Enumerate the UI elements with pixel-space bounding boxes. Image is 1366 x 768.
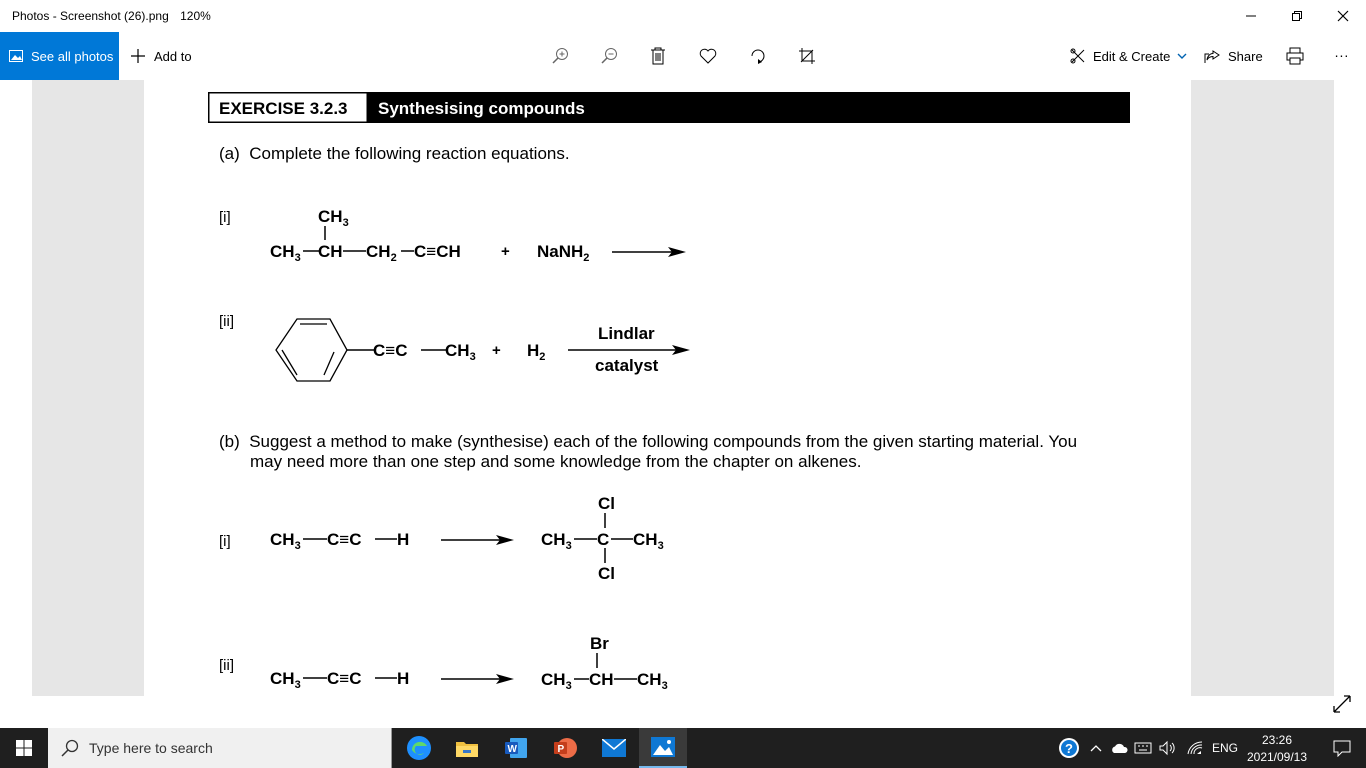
crop-icon bbox=[798, 47, 816, 65]
chevron-down-icon bbox=[1177, 52, 1187, 60]
minimize-icon bbox=[1245, 10, 1257, 22]
edge-app[interactable] bbox=[395, 728, 443, 768]
methyl-group: $CH_3$ bbox=[445, 341, 476, 363]
clock-date: 2021/09/13 bbox=[1246, 749, 1308, 764]
edge-icon bbox=[406, 735, 432, 761]
svg-text:?: ? bbox=[1065, 741, 1073, 756]
more-button[interactable] bbox=[1330, 44, 1354, 68]
see-all-photos-button[interactable] bbox=[0, 32, 119, 80]
part-a-instruction: (a) Complete the following reaction equations. bbox=[219, 144, 570, 163]
propyne-h-2: H bbox=[397, 669, 410, 688]
exercise-title: Synthesising compounds bbox=[378, 99, 585, 118]
edit-create-label: Edit & Create bbox=[1093, 48, 1171, 64]
ch-middle: CH bbox=[318, 242, 343, 261]
svg-text:P: P bbox=[557, 744, 565, 755]
minimize-button[interactable] bbox=[1228, 0, 1274, 32]
help-icon[interactable] bbox=[1058, 737, 1080, 759]
cl-bottom: Cl bbox=[598, 564, 615, 583]
notification-center-button[interactable] bbox=[1318, 728, 1366, 768]
chemistry-exercise bbox=[144, 80, 1191, 696]
zoom-out-button[interactable] bbox=[598, 44, 622, 68]
print-icon bbox=[1286, 47, 1304, 65]
svg-text:W: W bbox=[507, 744, 517, 755]
b-ii-reaction bbox=[270, 634, 668, 692]
product2-ch3-left: $CH_3$ bbox=[541, 670, 572, 692]
propyne-triple: C≡C bbox=[327, 530, 362, 549]
crop-button[interactable] bbox=[795, 44, 819, 68]
window-title-text: Photos - Screenshot (26).png bbox=[12, 9, 169, 23]
photos-icon bbox=[9, 50, 23, 62]
delete-button[interactable] bbox=[646, 44, 670, 68]
share-label: Share bbox=[1228, 48, 1263, 64]
zoom-in-icon bbox=[552, 47, 570, 65]
cl-top: Cl bbox=[598, 494, 615, 513]
benzene-ring bbox=[276, 319, 347, 381]
mail-icon bbox=[602, 739, 626, 757]
plus-icon bbox=[130, 48, 146, 64]
zoom-in-button[interactable] bbox=[549, 44, 573, 68]
clock-time: 23:26 bbox=[1261, 732, 1293, 747]
internal-alkyne: C≡C bbox=[373, 341, 408, 360]
edit-create-icon bbox=[1070, 48, 1086, 64]
wifi-icon[interactable] bbox=[1186, 740, 1204, 756]
fullscreen-icon bbox=[1330, 692, 1354, 716]
catalyst-label: catalyst bbox=[595, 356, 659, 375]
document-image bbox=[144, 80, 1191, 696]
mail-app[interactable] bbox=[590, 728, 638, 768]
window-title bbox=[12, 9, 211, 23]
more-icon: ... bbox=[1334, 44, 1350, 60]
product2-ch: CH bbox=[589, 670, 614, 689]
system-tray bbox=[1058, 728, 1238, 768]
share-button[interactable] bbox=[1204, 32, 1263, 80]
propyne-triple-2: C≡C bbox=[327, 669, 362, 688]
onedrive-icon[interactable] bbox=[1110, 742, 1128, 754]
favorite-button[interactable] bbox=[696, 44, 720, 68]
ch3-top: $CH_3$ bbox=[318, 207, 349, 229]
rotate-button[interactable] bbox=[746, 44, 770, 68]
b-ii-label: [ii] bbox=[219, 657, 234, 674]
print-button[interactable] bbox=[1283, 44, 1307, 68]
language-indicator[interactable]: ENG bbox=[1212, 741, 1239, 755]
start-button[interactable] bbox=[0, 728, 48, 768]
keyboard-icon[interactable] bbox=[1134, 741, 1152, 755]
photos-app-icon bbox=[651, 737, 675, 757]
add-to-label: Add to bbox=[154, 48, 192, 64]
b-i-reaction bbox=[270, 494, 664, 583]
edit-create-button[interactable] bbox=[1070, 32, 1187, 80]
volume-icon[interactable] bbox=[1158, 740, 1178, 756]
plus-sign: + bbox=[501, 243, 510, 260]
ch3-left: $CH_3$ bbox=[270, 242, 301, 264]
photos-app[interactable] bbox=[639, 728, 687, 768]
windows-logo-icon bbox=[16, 740, 32, 756]
zoom-out-icon bbox=[601, 47, 619, 65]
zoom-level: 120% bbox=[180, 9, 211, 23]
product-ch3-left: $CH_3$ bbox=[541, 530, 572, 552]
search-icon bbox=[61, 739, 79, 757]
share-icon bbox=[1204, 48, 1220, 64]
close-icon bbox=[1337, 10, 1349, 22]
a-i-label: [i] bbox=[219, 209, 231, 226]
product-ch3-right: $CH_3$ bbox=[633, 530, 664, 552]
part-b-line2: may need more than one step and some knowledge from the chapter on alkenes. bbox=[250, 452, 862, 471]
photo-viewer[interactable] bbox=[32, 80, 1334, 696]
exercise-label: EXERCISE 3.2.3 bbox=[219, 99, 348, 118]
propyne-h: H bbox=[397, 530, 410, 549]
restore-button[interactable] bbox=[1274, 0, 1320, 32]
file-explorer-app[interactable] bbox=[443, 728, 491, 768]
title-bar bbox=[0, 0, 1366, 32]
search-placeholder: Type here to search bbox=[89, 740, 213, 756]
restore-icon bbox=[1291, 10, 1303, 22]
part-b-line1: (b) Suggest a method to make (synthesise) each of the following compounds from the given starting material. You bbox=[219, 432, 1078, 451]
close-button[interactable] bbox=[1320, 0, 1366, 32]
lindlar-label: Lindlar bbox=[598, 324, 655, 343]
propyne-ch3: $CH_3$ bbox=[270, 530, 301, 552]
propyne-ch3-2: $CH_3$ bbox=[270, 669, 301, 691]
heart-icon bbox=[699, 48, 717, 64]
clock[interactable] bbox=[1247, 728, 1307, 768]
b-i-label: [i] bbox=[219, 533, 231, 550]
terminal-alkyne: C≡CH bbox=[414, 242, 461, 261]
plus-sign-2: + bbox=[492, 342, 501, 359]
ch2-group: $CH_2$ bbox=[366, 242, 397, 264]
add-to-button[interactable] bbox=[130, 32, 192, 80]
search-box[interactable] bbox=[48, 728, 392, 768]
fullscreen-button[interactable] bbox=[1330, 692, 1354, 716]
powerpoint-app[interactable] bbox=[541, 728, 589, 768]
taskbar bbox=[0, 728, 1366, 768]
chevron-up-icon[interactable] bbox=[1090, 743, 1102, 753]
notification-icon bbox=[1333, 739, 1351, 757]
br-top: Br bbox=[590, 634, 609, 653]
delete-icon bbox=[650, 47, 666, 65]
a-ii-label: [ii] bbox=[219, 313, 234, 330]
rotate-icon bbox=[749, 47, 767, 65]
product2-ch3-right: $CH_3$ bbox=[637, 670, 668, 692]
nanh2: NaNH$_2$ bbox=[537, 242, 590, 264]
file-explorer-icon bbox=[455, 738, 479, 758]
hydrogen: $H_2$ bbox=[527, 341, 546, 363]
a-i-reactant bbox=[270, 207, 589, 264]
central-carbon: C bbox=[597, 530, 610, 549]
see-all-label: See all photos bbox=[31, 48, 114, 64]
powerpoint-icon bbox=[553, 736, 577, 760]
word-icon bbox=[504, 737, 528, 759]
word-app[interactable] bbox=[492, 728, 540, 768]
